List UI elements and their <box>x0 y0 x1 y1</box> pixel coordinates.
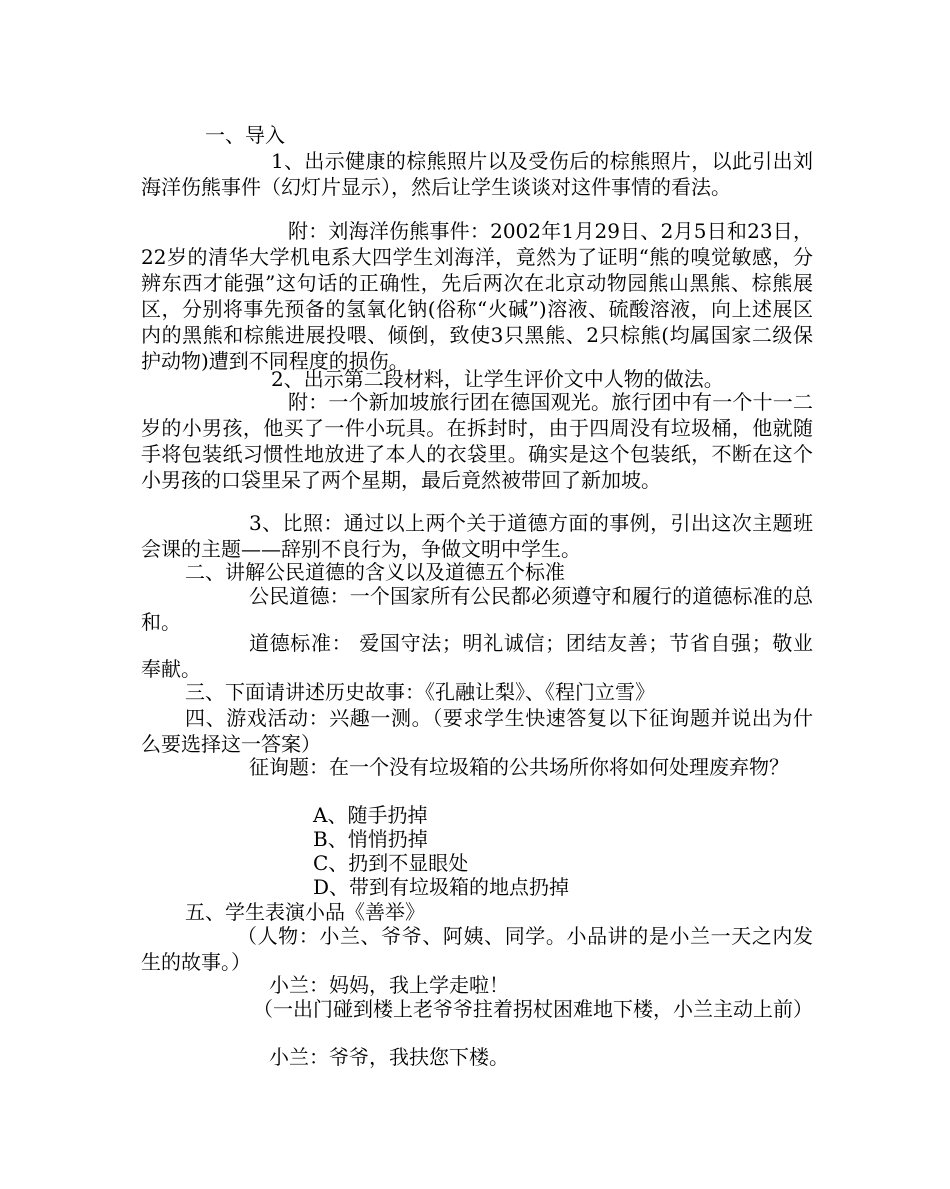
section-heading-stories: 三、下面请讲述历史故事：《孔融让梨》、《程门立雪》 <box>185 680 655 704</box>
section-heading-intro: 一、导入 <box>205 123 285 147</box>
paragraph-appendix-2: 附：一个新加坡旅行团在德国观光。旅行团中有一个十一二岁的小男孩，他买了一件小玩具。在拆封时，由于四周没有垃圾桶，他就随手将包装纸习惯性地放进了本人的衣袋里。确实是这个包装纸，不断在这个小男孩的口袋里呆了两个星期，最后竟然被带回了新加坡。 <box>141 390 813 492</box>
paragraph-moral-standards: 道德标准： 爱国守法；明礼诚信；团结友善；节省自强；敬业奉献。 <box>141 631 813 681</box>
option-b: B、悄悄扔掉 <box>313 827 428 851</box>
section-heading-morality: 二、讲解公民道德的含义以及道德五个标准 <box>185 560 565 584</box>
paragraph-step-1: 1、出示健康的棕熊照片以及受伤后的棕熊照片，以此引出刘海洋伤熊事件（幻灯片显示），然后让学生谈谈对这件事情的看法。 <box>141 149 813 199</box>
dialogue-line-2: 小兰：爷爷，我扶您下楼。 <box>269 1045 509 1069</box>
paragraph-civic-morality: 公民道德：一个国家所有公民都必须遵守和履行的道德标准的总和。 <box>141 584 813 634</box>
section-heading-skit: 五、学生表演小品《善举》 <box>185 900 425 924</box>
paragraph-step-3: 3、比照：通过以上两个关于道德方面的事例，引出这次主题班会课的主题——辞别不良行为，争做文明中学生。 <box>141 511 813 561</box>
dialogue-line-1: 小兰：妈妈，我上学走啦！ <box>269 973 509 997</box>
stage-direction-1: （一出门碰到楼上老爷爷拄着拐杖困难地下楼，小兰主动上前） <box>253 997 813 1021</box>
paragraph-step-2: 2、出示第二段材料，让学生评价文中人物的做法。 <box>271 367 724 391</box>
paragraph-skit-intro: （人物：小兰、爷爷、阿姨、同学。小品讲的是小兰一天之内发生的故事。） <box>141 924 813 974</box>
paragraph-question: 征询题：在一个没有垃圾箱的公共场所你将如何处理废弃物？ <box>249 755 789 779</box>
option-a: A、随手扔掉 <box>313 803 428 827</box>
section-heading-game: 四、游戏活动：兴趣一测。（要求学生快速答复以下征询题并说出为什么要选择这一答案） <box>141 706 813 756</box>
paragraph-appendix-1: 附：刘海洋伤熊事件：2002年1月29日、2月5日和23日，22岁的清华大学机电系大四学生刘海洋，竟然为了证明“熊的嗅觉敏感，分辨东西才能强”这句话的正确性，先后两次在北京动物园熊山黑熊、棕熊展区，分别将事先预备的氢氧化钠(俗称“火碱”)溶液、硫酸溶液，向上述展区内的黑熊和棕熊进展投喂、倾倒，致使3只黑熊、2只棕熊(均属国家二级保护动物)遭到不同程度的损伤。 <box>141 219 813 373</box>
option-c: C、扔到不显眼处 <box>313 851 469 875</box>
option-d: D、带到有垃圾箱的地点扔掉 <box>313 875 570 899</box>
